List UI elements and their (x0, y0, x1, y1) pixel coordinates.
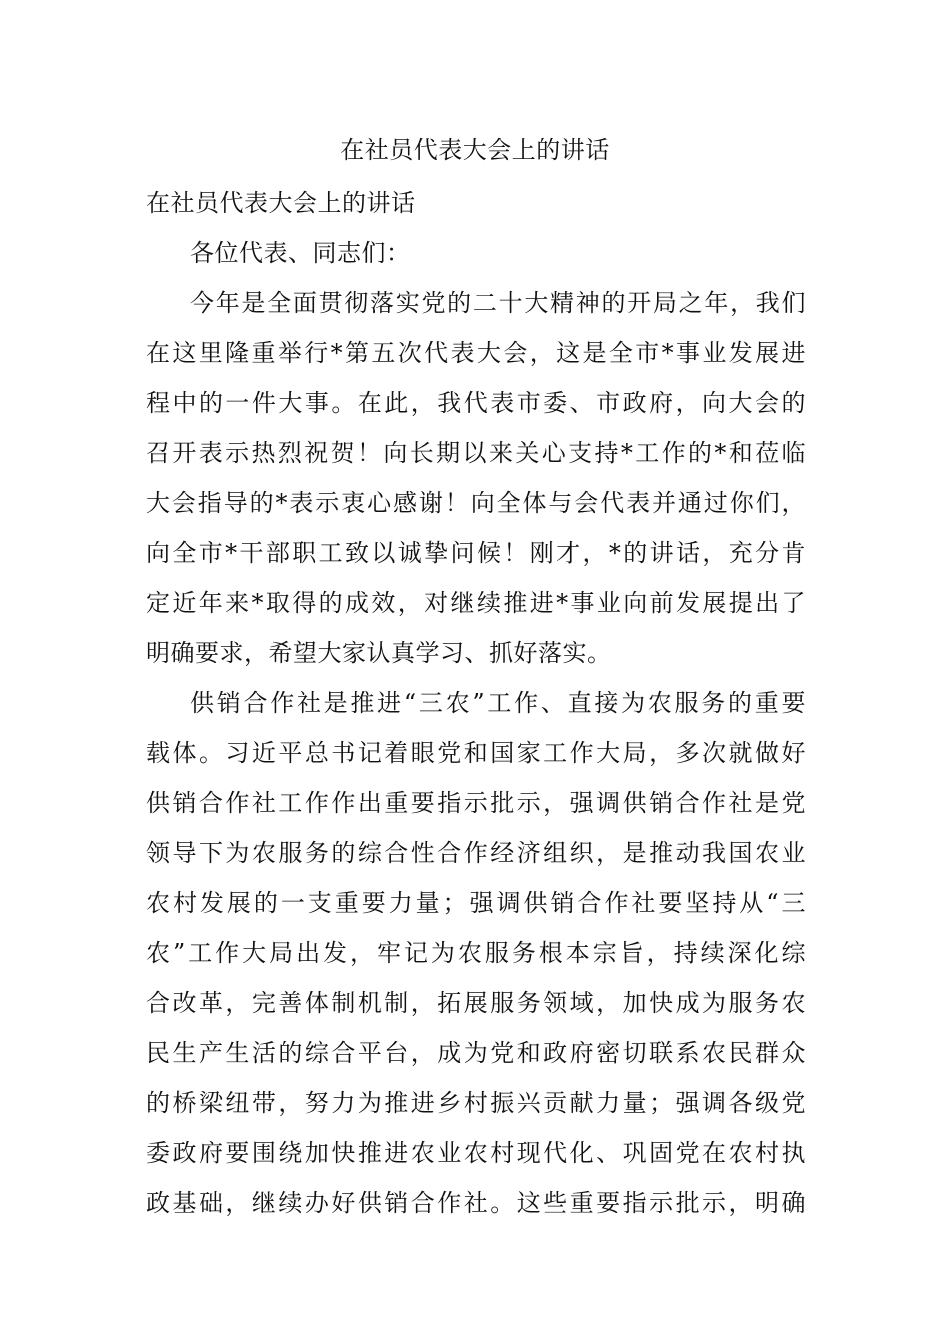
salutation: 各位代表、同志们： (190, 239, 411, 267)
paragraph-1-line: 今年是全面贯彻落实党的二十大精神的开局之年，我们 (190, 289, 806, 317)
paragraph-2-line: 的桥梁纽带，努力为推进乡村振兴贡献力量；强调各级党 (146, 1089, 806, 1117)
document-body (146, 178, 806, 1228)
paragraph-2-line: 农”工作大局出发，牢记为农服务根本宗旨，持续深化综 (146, 939, 806, 967)
paragraph-2-line: 供销合作社是推进“三农”工作、直接为农服务的重要 (190, 689, 806, 717)
paragraph-1-line: 在这里隆重举行*第五次代表大会，这是全市*事业发展进 (146, 339, 806, 367)
paragraph-1-line: 向全市*干部职工致以诚挚问候！刚才，*的讲话，充分肯 (146, 539, 806, 567)
paragraph-2-line: 领导下为农服务的综合性合作经济组织，是推动我国农业 (146, 839, 806, 867)
paragraph-2-line: 委政府要围绕加快推进农业农村现代化、巩固党在农村执 (146, 1139, 806, 1167)
paragraph-2-line: 供销合作社工作作出重要指示批示，强调供销合作社是党 (146, 789, 806, 817)
paragraph-2-line: 民生产生活的综合平台，成为党和政府密切联系农民群众 (146, 1039, 806, 1067)
paragraph-1-line: 明确要求，希望大家认真学习、抓好落实。 (146, 639, 612, 667)
paragraph-1-line: 召开表示热烈祝贺！向长期以来关心支持*工作的*和莅临 (146, 439, 806, 467)
document-subtitle: 在社员代表大会上的讲话 (146, 189, 416, 217)
paragraph-1-line: 定近年来*取得的成效，对继续推进*事业向前发展提出了 (146, 589, 806, 617)
document-title: 在社员代表大会上的讲话 (340, 136, 610, 164)
paragraph-1-line: 程中的一件大事。在此，我代表市委、市政府，向大会的 (146, 389, 806, 417)
paragraph-2-line: 合改革，完善体制机制，拓展服务领域，加快成为服务农 (146, 989, 806, 1017)
paragraph-2-line: 载体。习近平总书记着眼党和国家工作大局，多次就做好 (146, 739, 806, 767)
paragraph-2-line: 农村发展的一支重要力量；强调供销合作社要坚持从“三 (146, 889, 806, 917)
paragraph-1-line: 大会指导的*表示衷心感谢！向全体与会代表并通过你们， (146, 489, 806, 517)
paragraph-2-line: 政基础，继续办好供销合作社。这些重要指示批示，明确 (146, 1189, 806, 1217)
